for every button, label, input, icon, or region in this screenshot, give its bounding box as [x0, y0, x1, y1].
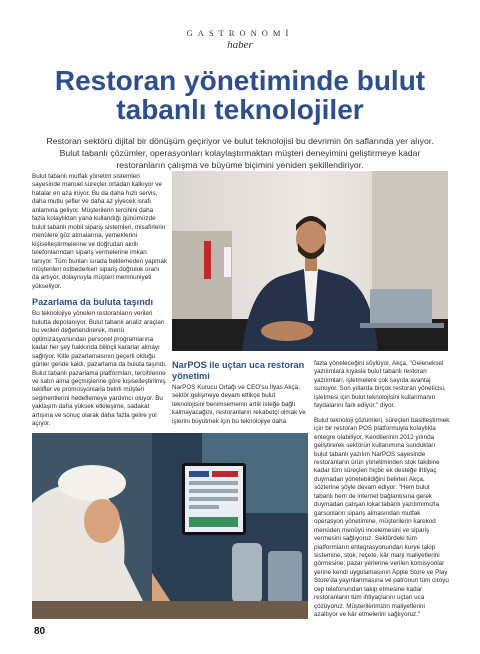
column-2: [172, 360, 308, 426]
heading-marketing: Pazarlama da buluta taşındı: [32, 297, 154, 308]
magazine-brand: GASTRONOMİ: [186, 28, 294, 38]
quote-paragraph-bottom: Bulut teknoloji çözümleri, süreçleri basitleştirmek için bir restoran POS platformuyla kolaylıkla entegre olabiliyor. Kendilerinin 2012 yılında geliştirerek sektörün kullanımına sundukları bulut tabanlı yazılım NarPOS sayesinde restoranların ürün yönetiminden stok takibine kadar tüm süreçleri hiçbir ek desteğe ihtiyaç duymadan yönetebildiğini belirten Akça, sözlerine şöyle devam ediyor: "Hem bulut tabanlı hem de internet bağlantısına gerek duymadan çalışan lokal tabanlı yazılımımızla garsonların sipariş almasından mutfak operasyon yönetimine, müşterilerin karekod menüden menüyü incelemesini ve sipariş vermesini sağlıyoruz. Sektördeki tüm platformların entegrasyonundan kurye takip sistemine, stok, reçete, kâr marjı maliyetlerini görmesine; pazar yerlerine verilen komisyonlar yerine kendi uygulamasının Apple Store ve Play Store'da yayınlanmasına ve patronun tüm ciroyu cep telefonundan takip etmesine kadar restoranların tüm ihtiyaçlarını uçtan uca çözüyoruz. Müşterilerimizin maliyetlerini azaltıyor ve kâr etmelerini sağlıyoruz.": [314, 416, 450, 619]
intro-paragraph: Bulut tabanlı mutfak yönetim sistemleri sayesinde manuel süreçler ortadan kalkıyor ve hatalar en aza iniyor. Bu da daha hızlı servis, daha mutlu şefler ve daha az yiyecek israfı anlamına geliyor. Müşterilerin tercihini daha fazla kolaylıktan yana kullandığı günümüzde bulut tabanlı mobil sipariş sistemleri, misafirlerin menülere göz atmalarına, yemeklerini kişiselleştirmelerine ve doğrudan akıllı telefonlarından sipariş vermelerine imkan tanıyor. Tüm bunları sırada beklemeden yapmak müşterileri ostbederken sipariş doğruluk oranı da artıyor, dolayısıyla müşteri memnuniyeti yükseliyor.: [32, 173, 167, 290]
heading-narpos: NarPOS ile uçtan uca restoran yönetimi: [172, 360, 305, 381]
ceo-portrait-photo: [172, 171, 448, 351]
narpos-paragraph: NarPOS Kurucu Ortağı ve CEO'su İlyas Akça, sektör gelişmeye devam ettikçe bulut teknolojisini benimsemenin artık isteğe bağlı kalmayacağını, restoranların rekabetçi olmak ve işlerini büyütmek için bu teknolojiye daha: [172, 384, 306, 425]
quote-paragraph-top: fazla yöneleceğini söylüyor. Akça, "Geleneksel yazılımlara kıyasla bulut tabanlı restoran yazılımları, işletmelere çok sayıda avantaj sunuyor. Son yıllarda birçok restoran yöneticisi, işletmesi için bulut teknolojisini kullanmanın faydalarını fark ediyor." diyor.: [314, 360, 446, 410]
article-lede: Restoran sektörü dijital bir dönüşüm geçiriyor ve bulut teknolojisi bu devrimin ön saflarında yer alıyor. Bulut tabanlı çözümler, operasyonları kolaylaştırmaktan müşteri deneyimini geliştirmeye kadar restoranların çalışma ve büyüme biçimini yeniden şekillendiriyor.: [46, 136, 434, 171]
column-3: [314, 360, 450, 620]
marketing-paragraph: Bu teknolojiye yönelen restoranların verileri bulutta depolanıyor. Bulut tabanlı analiz araçları bu verileri değerlendirerek, menü optimizasyonundan personel programlarına kadar her şey hakkında bilinçli kararlar almayı sağlıyor. Kitle pazarlamasının geçerli olduğu günler geride kaldı, pazarlama da buluta taşındı. Bulut tabanlı pazarlama platformları, tercihlerine ve satın alma geçmişlerine göre kişiselleştirilmiş teklifler ve promosyonlarla belirli müşteri segmentlerini hedeflemeye yardımcı oluyor. Bu yaklaşım daha yüksek etkileşime, sadakat artışına ve sonuç olarak daha fazla gelire yol açıyor.: [32, 310, 167, 428]
column-1: [32, 173, 168, 429]
page-number: 80: [34, 626, 46, 637]
article-title: Restoran yönetiminde bulut tabanlı teknolojiler: [54, 65, 426, 125]
kitchen-pos-photo: [32, 433, 308, 619]
section-label: haber: [227, 39, 253, 51]
